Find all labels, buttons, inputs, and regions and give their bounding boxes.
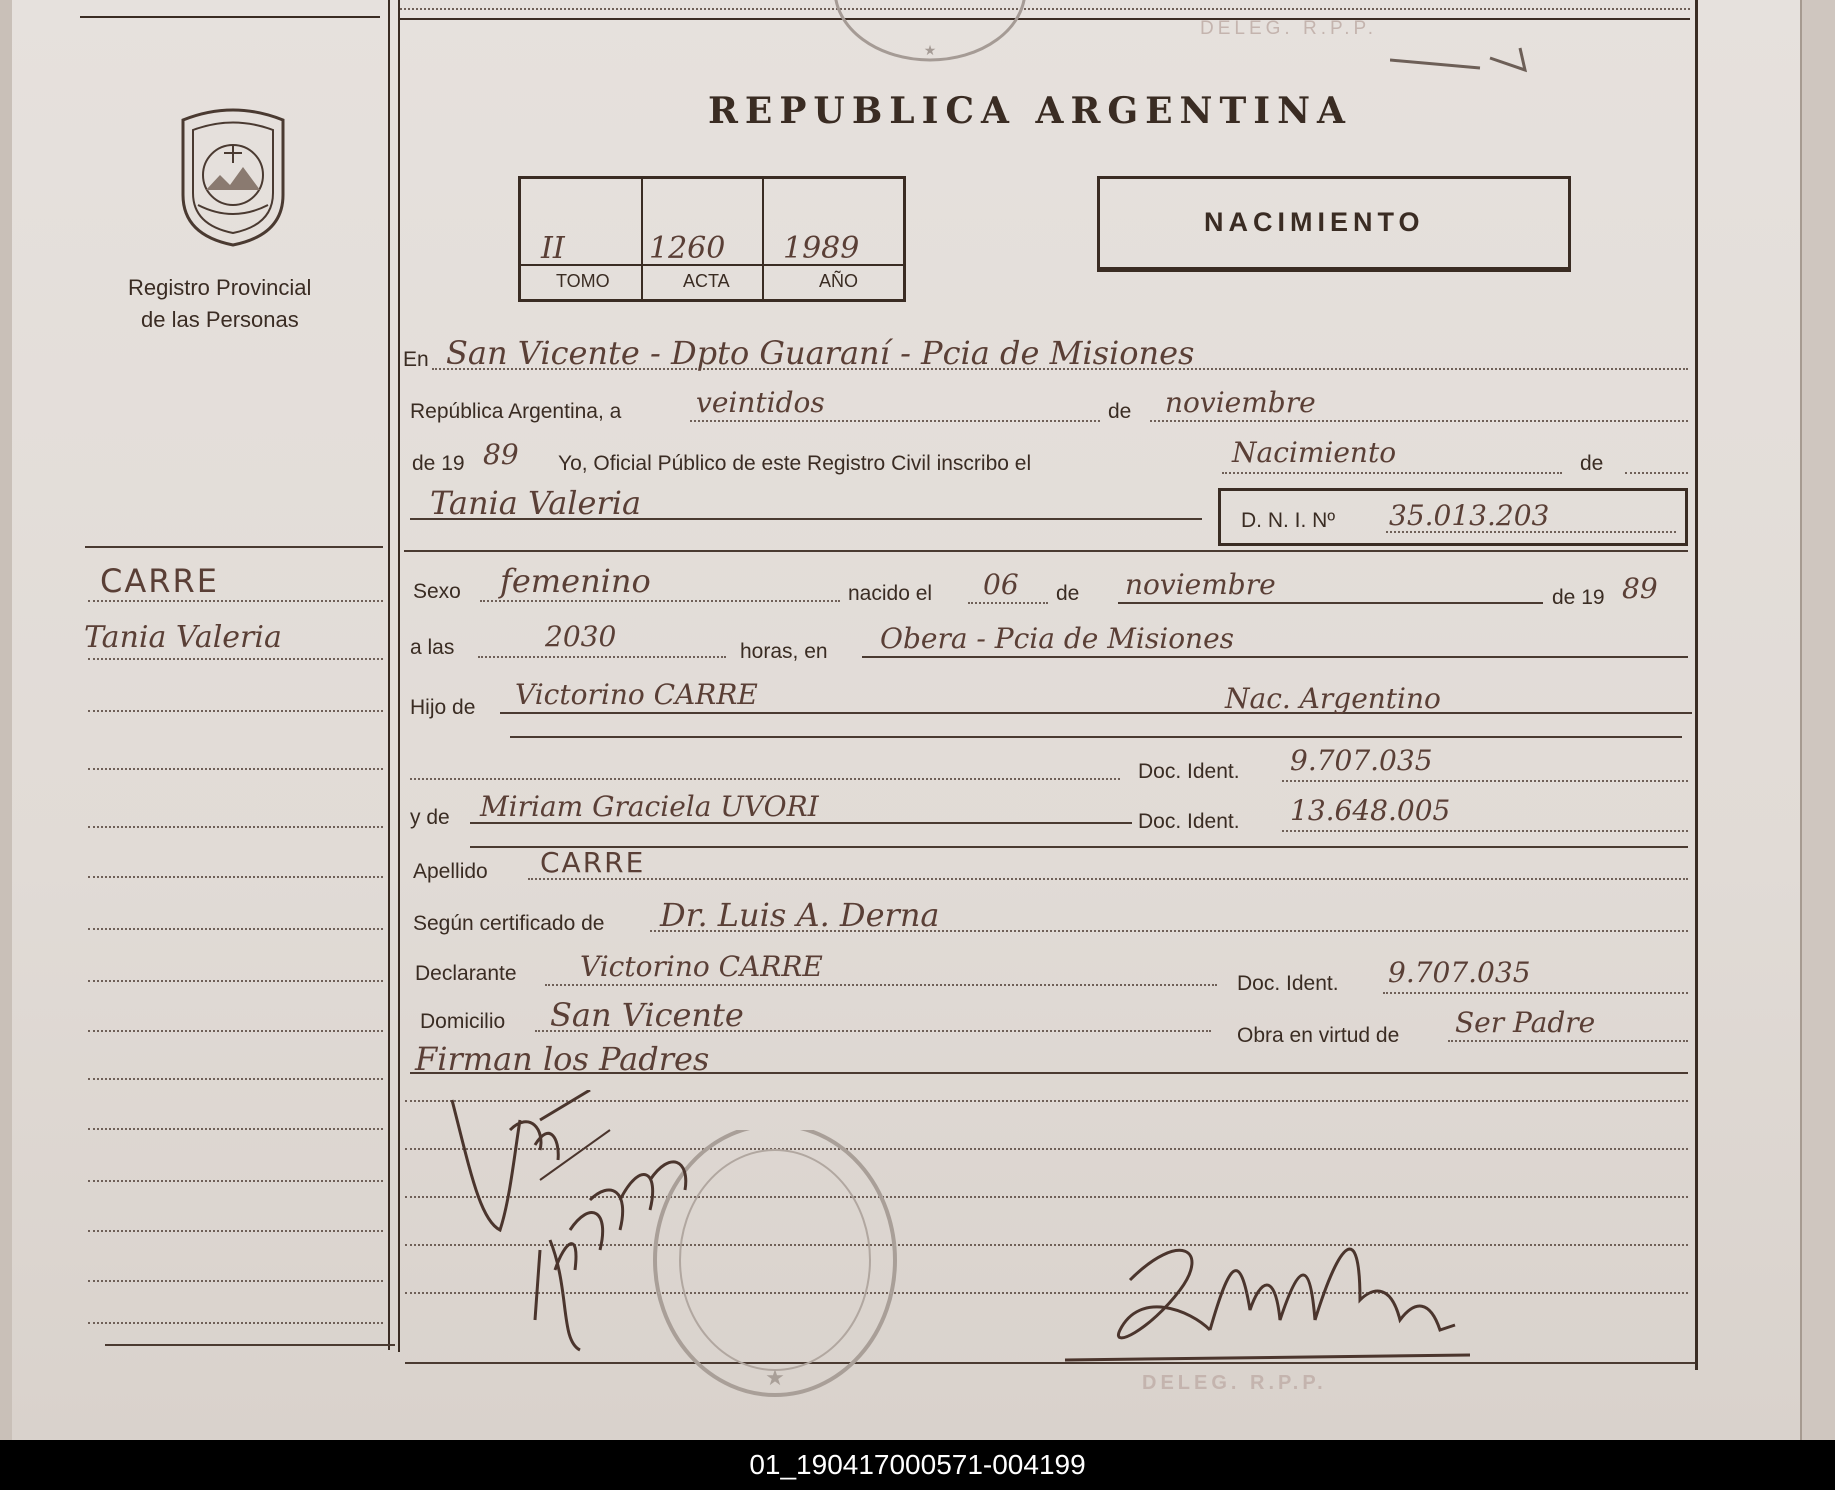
de-line-2 xyxy=(1625,472,1688,474)
de-label-1: de xyxy=(1108,400,1132,423)
domicilio-label: Domicilio xyxy=(420,1010,506,1033)
tomo-value: II xyxy=(541,231,565,266)
doc-ident-label-2: Doc. Ident. xyxy=(1138,810,1240,833)
dni-box xyxy=(1218,488,1688,546)
padre-doc-line xyxy=(1282,780,1688,782)
form-right-border xyxy=(1695,0,1698,1370)
oficial-text: Yo, Oficial Público de este Registro Civil inscribo el xyxy=(558,452,1032,475)
de19-label: de 19 xyxy=(412,452,465,475)
yde-label: y de xyxy=(410,806,450,829)
mes-value: noviembre xyxy=(1165,386,1316,419)
margin-ledger-line xyxy=(88,710,383,712)
padre-line-2 xyxy=(510,736,1682,738)
dni-label: D. N. I. Nº xyxy=(1241,509,1336,532)
margin-ledger-line xyxy=(88,1230,383,1232)
republica-label: República Argentina, a xyxy=(410,400,622,423)
sexo-value: femenino xyxy=(500,562,651,600)
margin-ledger-line xyxy=(88,1180,383,1182)
registry-line-1: Registro Provincial xyxy=(128,275,312,300)
section-divider xyxy=(404,550,1688,552)
madre-doc-line xyxy=(1282,830,1688,832)
domicilio-value: San Vicente xyxy=(550,996,744,1034)
margin-surname: CARRE xyxy=(100,562,219,600)
registry-line-2: de las Personas xyxy=(141,307,299,332)
obra-value: Ser Padre xyxy=(1455,1006,1596,1039)
margin-ledger-line xyxy=(88,928,383,930)
margin-bottom-rule xyxy=(105,1344,395,1346)
form-left-border xyxy=(398,0,400,1352)
de-label-3: de xyxy=(1056,582,1080,605)
image-id-bar xyxy=(0,1440,1835,1490)
declarante-doc-line xyxy=(1383,992,1688,994)
en-label: En xyxy=(403,348,429,371)
bottom-stamp-text: DELEG. R.P.P. xyxy=(1142,1372,1327,1394)
top-stamp-text: DELEG. R.P.P. xyxy=(1200,18,1377,39)
hijo-label: Hijo de xyxy=(410,696,476,719)
page-binding xyxy=(0,0,12,1440)
mes-line xyxy=(1150,420,1688,422)
top-rule-left xyxy=(80,16,380,18)
misiones-coat-of-arms-icon xyxy=(168,105,298,250)
dia-line xyxy=(690,420,1100,422)
apellido-label: Apellido xyxy=(413,860,488,883)
parent-signatures xyxy=(440,1090,770,1380)
image-id-text: 01_190417000571-004199 xyxy=(749,1449,1086,1480)
margin-ledger-line xyxy=(88,826,383,828)
margin-ledger-line xyxy=(88,876,383,878)
sexo-label: Sexo xyxy=(413,580,461,603)
padre-nac-value: Nac. Argentino xyxy=(1225,682,1441,715)
margin-ledger-line xyxy=(88,1030,383,1032)
top-stamp-remnant xyxy=(830,0,1030,70)
margin-ledger-line xyxy=(88,980,383,982)
obra-label: Obra en virtud de xyxy=(1237,1024,1400,1047)
margin-ledger-line xyxy=(88,1128,383,1130)
dni-value: 35.013.203 xyxy=(1389,499,1550,532)
anio-value: 1989 xyxy=(783,231,860,266)
segun-value: Dr. Luis A. Derna xyxy=(660,896,940,934)
madre-value: Miriam Graciela UVORI xyxy=(480,790,819,823)
act-type-box xyxy=(1097,176,1571,272)
nacido-anio-value: 89 xyxy=(1622,572,1658,605)
obra-line xyxy=(1448,1040,1688,1042)
top-signature-mark xyxy=(1390,40,1530,80)
nacido-mes-line xyxy=(1118,602,1543,604)
segun-label: Según certificado de xyxy=(413,912,605,935)
doc-ident-label-3: Doc. Ident. xyxy=(1237,972,1339,995)
margin-given-names: Tania Valeria xyxy=(84,620,282,655)
acta-value: 1260 xyxy=(649,231,726,266)
alas-label: a las xyxy=(410,636,455,659)
apellido-line xyxy=(528,878,1688,880)
nacido-dia-value: 06 xyxy=(983,568,1019,601)
nacido-mes-value: noviembre xyxy=(1125,568,1276,601)
margin-ledger-line xyxy=(88,1322,383,1324)
act-type-label: NACIMIENTO xyxy=(1204,207,1425,237)
nombre-value: Tania Valeria xyxy=(430,484,642,522)
padre-value: Victorino CARRE xyxy=(515,678,758,711)
de19b-label: de 19 xyxy=(1552,586,1605,609)
declarante-line xyxy=(545,984,1217,986)
de-label-2: de xyxy=(1580,452,1604,475)
document-title: REPUBLICA ARGENTINA xyxy=(708,90,1352,132)
margin-divider xyxy=(85,546,383,548)
tomo-label: TOMO xyxy=(556,271,610,291)
firman-value: Firman los Padres xyxy=(415,1040,710,1078)
top-rule-right xyxy=(400,18,1690,20)
sexo-line xyxy=(480,600,840,602)
inscribo-value: Nacimiento xyxy=(1232,436,1397,469)
apellido-value: CARRE xyxy=(540,846,646,879)
lugar-line xyxy=(862,656,1688,658)
margin-ledger-line xyxy=(88,768,383,770)
svg-text:★: ★ xyxy=(765,1366,785,1391)
madre-doc-value: 13.648.005 xyxy=(1290,794,1451,827)
inscribo-line xyxy=(1222,472,1562,474)
margin-ledger-line xyxy=(88,1280,383,1282)
declarante-value: Victorino CARRE xyxy=(580,950,823,983)
anio-label: AÑO xyxy=(819,271,859,291)
official-signature xyxy=(1060,1220,1480,1380)
nacido-dia-line xyxy=(968,602,1048,604)
declarante-label: Declarante xyxy=(415,962,517,985)
acta-label: ACTA xyxy=(683,271,730,291)
svg-text:★: ★ xyxy=(923,43,937,59)
anio-reg-value: 89 xyxy=(483,438,519,471)
top-dotted-line xyxy=(400,0,1690,10)
padre-extra-line xyxy=(410,778,1120,780)
margin-ledger-line xyxy=(88,658,383,660)
left-column-border xyxy=(388,0,390,1350)
margin-ledger-line xyxy=(88,600,383,602)
padre-line xyxy=(500,712,1692,714)
margin-ledger-line xyxy=(88,1078,383,1080)
hora-value: 2030 xyxy=(545,620,617,653)
record-box xyxy=(518,176,906,302)
doc-ident-label-1: Doc. Ident. xyxy=(1138,760,1240,783)
horas-en-label: horas, en xyxy=(740,640,828,663)
hora-line xyxy=(478,656,726,658)
padre-doc-value: 9.707.035 xyxy=(1290,744,1433,777)
page-edge xyxy=(1800,0,1835,1440)
nacido-label: nacido el xyxy=(848,582,933,605)
en-value: San Vicente - Dpto Guaraní - Pcia de Misiones xyxy=(446,334,1195,372)
lugar-value: Obera - Pcia de Misiones xyxy=(880,622,1235,655)
dia-value: veintidos xyxy=(696,386,825,419)
declarante-doc-value: 9.707.035 xyxy=(1388,956,1531,989)
madre-line-2 xyxy=(470,846,1688,848)
